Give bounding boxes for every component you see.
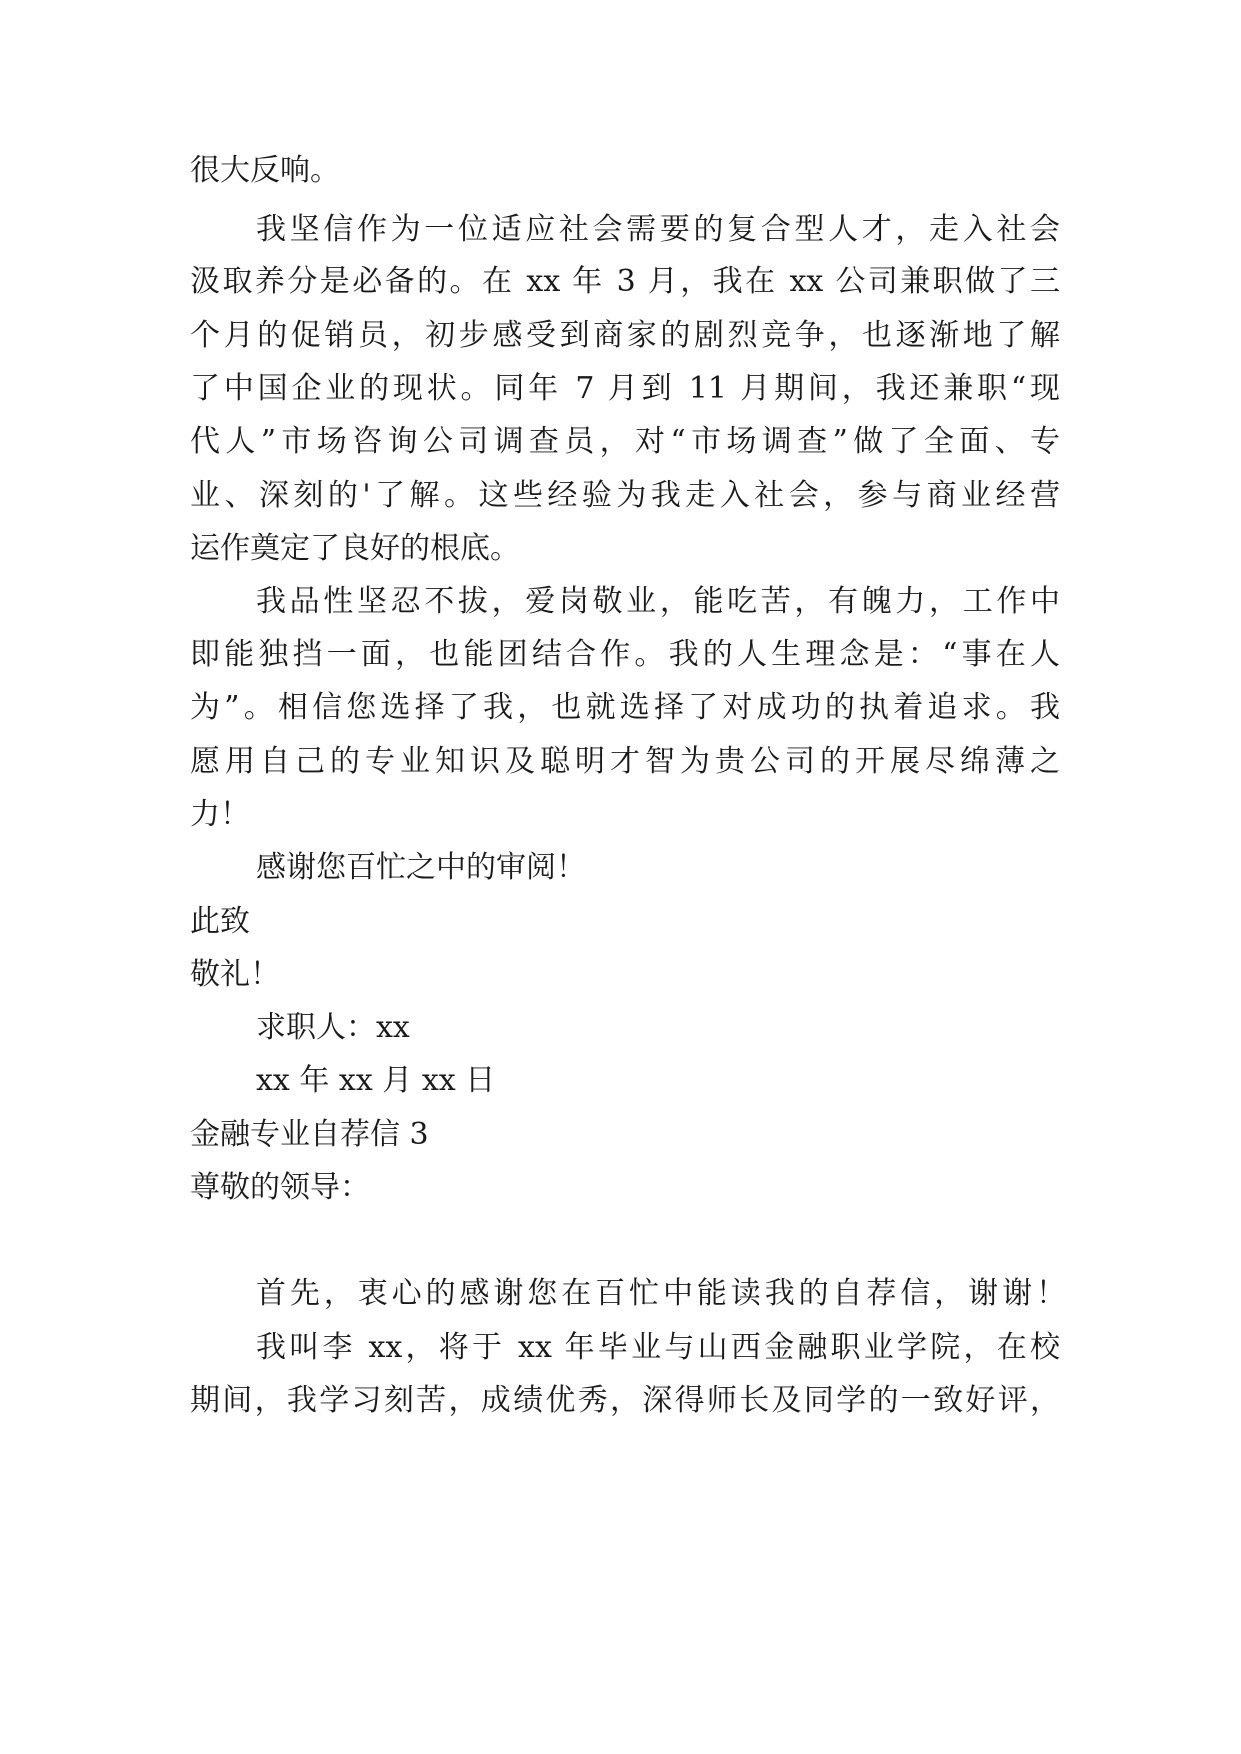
text-line: 汲取养分是必备的。在 xx 年 3 月，我在 xx 公司兼职做了三 bbox=[190, 264, 1060, 299]
text-line: 力！ bbox=[190, 797, 250, 832]
closing-regards: 敬礼！ bbox=[190, 957, 280, 992]
text-line: 业、深刻的'了解。这些经验为我走入社会，参与商业经营 bbox=[190, 478, 1060, 513]
text-line: 了中国企业的现状。同年 7 月到 11 月期间，我还兼职“现 bbox=[190, 371, 1060, 406]
text-line: 运作奠定了良好的根底。 bbox=[190, 531, 520, 566]
text-line: 即能独挡一面，也能团结合作。我的人生理念是：“事在人 bbox=[190, 637, 1060, 672]
text-line: 期间，我学习刻苦，成绩优秀，深得师长及同学的一致好评， bbox=[190, 1383, 1060, 1418]
closing-salutation: 此致 bbox=[190, 904, 250, 939]
paragraph-first-line: 首先，衷心的感谢您在百忙中能读我的自荐信，谢谢！ bbox=[256, 1276, 1066, 1311]
letter-greeting: 尊敬的领导： bbox=[190, 1170, 370, 1205]
closing-thanks: 感谢您百忙之中的审阅！ bbox=[256, 850, 586, 885]
text-line: 个月的促销员，初步感受到商家的剧烈竞争，也逐渐地了解 bbox=[190, 318, 1060, 353]
signature-date: xx 年 xx 月 xx 日 bbox=[256, 1063, 496, 1098]
text-line: 很大反响。 bbox=[190, 153, 340, 188]
text-line: 愿用自己的专业知识及聪明才智为贵公司的开展尽绵薄之 bbox=[190, 744, 1060, 779]
text-line: 为”。相信您选择了我，也就选择了对成功的执着追求。我 bbox=[190, 690, 1060, 725]
signature-applicant: 求职人：xx bbox=[256, 1010, 410, 1045]
paragraph-first-line: 我坚信作为一位适应社会需要的复合型人才，走入社会 bbox=[256, 212, 1060, 247]
paragraph-first-line: 我品性坚忍不拔，爱岗敬业，能吃苦，有魄力，工作中 bbox=[256, 584, 1060, 619]
text-line: 代人”市场咨询公司调查员，对“市场调查”做了全面、专 bbox=[190, 424, 1060, 459]
paragraph-first-line: 我叫李 xx，将于 xx 年毕业与山西金融职业学院，在校 bbox=[256, 1330, 1060, 1365]
letter-title: 金融专业自荐信 3 bbox=[190, 1117, 429, 1152]
